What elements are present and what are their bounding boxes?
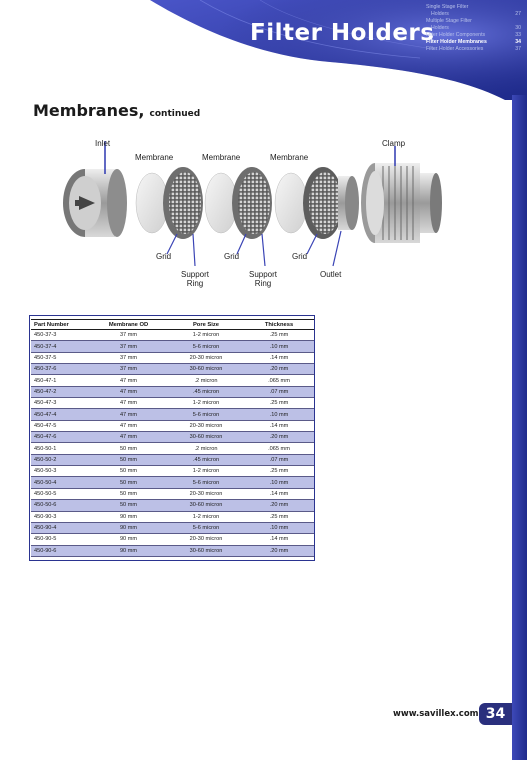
toc-item[interactable] xyxy=(426,32,521,39)
table-row xyxy=(31,443,314,454)
label-grid-3: Grid xyxy=(292,252,308,261)
cell-membrane-od: 37 mm xyxy=(89,352,168,363)
table-row xyxy=(31,511,314,522)
outlet-grid xyxy=(303,167,359,266)
toc-item-label: Filter Holder Accessories xyxy=(426,46,484,52)
cell-pore-size: .45 micron xyxy=(168,454,244,465)
cell-pore-size: 5-6 micron xyxy=(168,522,244,533)
cell-pore-size: 20-30 micron xyxy=(168,420,244,431)
cell-pore-size: 1-2 micron xyxy=(168,398,244,409)
website-url: www.savillex.com xyxy=(393,709,479,719)
cell-pore-size: 5-6 micron xyxy=(168,409,244,420)
section-continued: continued xyxy=(149,109,201,119)
toc-item[interactable] xyxy=(426,46,521,53)
toc-item-page xyxy=(511,4,521,11)
page-title: Filter Holders xyxy=(250,20,435,46)
table-row xyxy=(31,398,314,409)
cell-thickness: .25 mm xyxy=(244,398,314,409)
label-inlet: Inlet xyxy=(95,139,111,148)
inlet-body xyxy=(63,141,127,237)
cell-membrane-od: 47 mm xyxy=(89,409,168,420)
cell-thickness: .10 mm xyxy=(244,477,314,488)
cell-part-number: 450-50-3 xyxy=(31,466,89,477)
toc-item-page: 30 xyxy=(515,25,521,31)
cell-membrane-od: 50 mm xyxy=(89,488,168,499)
table-row xyxy=(31,432,314,443)
cell-thickness: .07 mm xyxy=(244,454,314,465)
section-title: Membranes, xyxy=(33,101,145,120)
cell-membrane-od: 90 mm xyxy=(89,511,168,522)
toc-item-page: 37 xyxy=(515,46,521,52)
toc-item-page: 33 xyxy=(515,32,521,38)
cell-part-number: 450-37-5 xyxy=(31,352,89,363)
col-header-pore-size: Pore Size xyxy=(168,320,244,330)
cell-thickness: .065 mm xyxy=(244,443,314,454)
cell-membrane-od: 90 mm xyxy=(89,545,168,556)
cell-part-number: 450-37-6 xyxy=(31,364,89,375)
table-row xyxy=(31,341,314,352)
cell-pore-size: .45 micron xyxy=(168,386,244,397)
label-support-ring-2-line1: Support xyxy=(248,270,278,279)
table-row xyxy=(31,375,314,386)
table-row xyxy=(31,466,314,477)
cell-membrane-od: 50 mm xyxy=(89,466,168,477)
table-row xyxy=(31,545,314,556)
cell-thickness: .10 mm xyxy=(244,409,314,420)
cell-thickness: .07 mm xyxy=(244,386,314,397)
label-clamp: Clamp xyxy=(382,139,406,148)
cell-pore-size: 20-30 micron xyxy=(168,488,244,499)
cell-membrane-od: 50 mm xyxy=(89,443,168,454)
cell-thickness: .14 mm xyxy=(244,488,314,499)
cell-membrane-od: 90 mm xyxy=(89,534,168,545)
page-number-tab: 34 xyxy=(479,703,512,725)
cell-thickness: .10 mm xyxy=(244,522,314,533)
cell-part-number: 450-47-5 xyxy=(31,420,89,431)
cell-membrane-od: 47 mm xyxy=(89,375,168,386)
cell-part-number: 450-37-4 xyxy=(31,341,89,352)
cell-pore-size: 30-60 micron xyxy=(168,500,244,511)
cell-thickness: .14 mm xyxy=(244,352,314,363)
col-header-membrane-od: Membrane OD xyxy=(89,320,168,330)
cell-part-number: 450-50-5 xyxy=(31,488,89,499)
toc-item-label: Multiple Stage Filter xyxy=(426,18,472,24)
cell-thickness: .25 mm xyxy=(244,466,314,477)
cell-thickness: .20 mm xyxy=(244,364,314,375)
cell-pore-size: 1-2 micron xyxy=(168,330,244,341)
cell-part-number: 450-50-6 xyxy=(31,500,89,511)
cell-thickness: .20 mm xyxy=(244,432,314,443)
cell-part-number: 450-47-3 xyxy=(31,398,89,409)
cell-part-number: 450-50-1 xyxy=(31,443,89,454)
table-row xyxy=(31,352,314,363)
table-header-row xyxy=(31,320,314,330)
label-membrane-2: Membrane xyxy=(202,153,241,162)
cell-thickness: .25 mm xyxy=(244,511,314,522)
label-support-ring-2-line2: Ring xyxy=(254,279,272,288)
table-row xyxy=(31,420,314,431)
toc-item-page: 34 xyxy=(515,39,521,45)
table-row xyxy=(31,477,314,488)
cell-part-number: 450-47-6 xyxy=(31,432,89,443)
label-support-ring-1-line1: Support xyxy=(180,270,210,279)
cell-pore-size: 5-6 micron xyxy=(168,341,244,352)
cell-pore-size: .2 micron xyxy=(168,375,244,386)
toc-item[interactable] xyxy=(426,18,521,25)
label-membrane-1: Membrane xyxy=(135,153,174,162)
membrane-disc-3 xyxy=(275,173,307,233)
cell-pore-size: 30-60 micron xyxy=(168,364,244,375)
membrane-spec-table-frame xyxy=(29,315,315,561)
cell-membrane-od: 47 mm xyxy=(89,432,168,443)
cell-membrane-od: 37 mm xyxy=(89,364,168,375)
toc-item[interactable] xyxy=(426,39,521,46)
table-row xyxy=(31,364,314,375)
table-row xyxy=(31,488,314,499)
toc-item[interactable] xyxy=(426,11,521,18)
cell-part-number: 450-47-1 xyxy=(31,375,89,386)
toc-item[interactable] xyxy=(426,25,521,32)
table-row xyxy=(31,500,314,511)
cell-membrane-od: 50 mm xyxy=(89,454,168,465)
cell-membrane-od: 50 mm xyxy=(89,477,168,488)
cell-thickness: .20 mm xyxy=(244,545,314,556)
label-outlet: Outlet xyxy=(320,270,342,279)
cell-pore-size: 20-30 micron xyxy=(168,534,244,545)
table-row xyxy=(31,409,314,420)
cell-part-number: 450-90-3 xyxy=(31,511,89,522)
cell-pore-size: 1-2 micron xyxy=(168,511,244,522)
toc-item-label: Holders xyxy=(431,25,449,31)
clamp-body xyxy=(361,146,442,243)
table-row xyxy=(31,454,314,465)
cell-membrane-od: 47 mm xyxy=(89,420,168,431)
cell-thickness: .065 mm xyxy=(244,375,314,386)
label-support-ring-2 xyxy=(247,270,279,288)
cell-thickness: .14 mm xyxy=(244,420,314,431)
cell-pore-size: 5-6 micron xyxy=(168,477,244,488)
cell-thickness: .14 mm xyxy=(244,534,314,545)
label-support-ring-1-line2: Ring xyxy=(186,279,204,288)
cell-part-number: 450-37-3 xyxy=(31,330,89,341)
cell-part-number: 450-47-4 xyxy=(31,409,89,420)
cell-part-number: 450-50-4 xyxy=(31,477,89,488)
toc-item-label: Filter Holder Membranes xyxy=(426,39,487,45)
table-row xyxy=(31,386,314,397)
cell-membrane-od: 50 mm xyxy=(89,500,168,511)
cell-membrane-od: 47 mm xyxy=(89,386,168,397)
table-row xyxy=(31,330,314,341)
label-membrane-3: Membrane xyxy=(270,153,309,162)
cell-membrane-od: 90 mm xyxy=(89,522,168,533)
cell-pore-size: 20-30 micron xyxy=(168,352,244,363)
cell-pore-size: .2 micron xyxy=(168,443,244,454)
membrane-spec-table xyxy=(31,319,314,557)
header-band xyxy=(0,0,527,100)
filter-holder-exploded-diagram xyxy=(55,136,455,296)
label-grid-2: Grid xyxy=(224,252,240,261)
cell-thickness: .25 mm xyxy=(244,330,314,341)
table-row xyxy=(31,534,314,545)
cell-membrane-od: 37 mm xyxy=(89,341,168,352)
label-grid-1: Grid xyxy=(156,252,172,261)
table-of-contents xyxy=(426,4,521,53)
toc-item-label: Holders xyxy=(431,11,449,17)
cell-thickness: .10 mm xyxy=(244,341,314,352)
toc-item-page xyxy=(511,18,521,25)
section-heading xyxy=(33,101,200,120)
cell-membrane-od: 47 mm xyxy=(89,398,168,409)
toc-item-label: Single Stage Filter xyxy=(426,4,469,10)
cell-pore-size: 30-60 micron xyxy=(168,545,244,556)
cell-membrane-od: 37 mm xyxy=(89,330,168,341)
toc-item[interactable] xyxy=(426,4,521,11)
cell-part-number: 450-90-6 xyxy=(31,545,89,556)
toc-item-page: 27 xyxy=(515,11,521,17)
label-support-ring-1 xyxy=(179,270,211,288)
side-stripe xyxy=(512,95,527,760)
cell-part-number: 450-90-4 xyxy=(31,522,89,533)
col-header-thickness: Thickness xyxy=(244,320,314,330)
cell-pore-size: 30-60 micron xyxy=(168,432,244,443)
cell-thickness: .20 mm xyxy=(244,500,314,511)
table-row xyxy=(31,522,314,533)
cell-part-number: 450-47-2 xyxy=(31,386,89,397)
col-header-part-number: Part Number xyxy=(31,320,89,330)
cell-part-number: 450-90-5 xyxy=(31,534,89,545)
cell-part-number: 450-50-2 xyxy=(31,454,89,465)
cell-pore-size: 1-2 micron xyxy=(168,466,244,477)
toc-item-label: Filter Holder Components xyxy=(426,32,486,38)
